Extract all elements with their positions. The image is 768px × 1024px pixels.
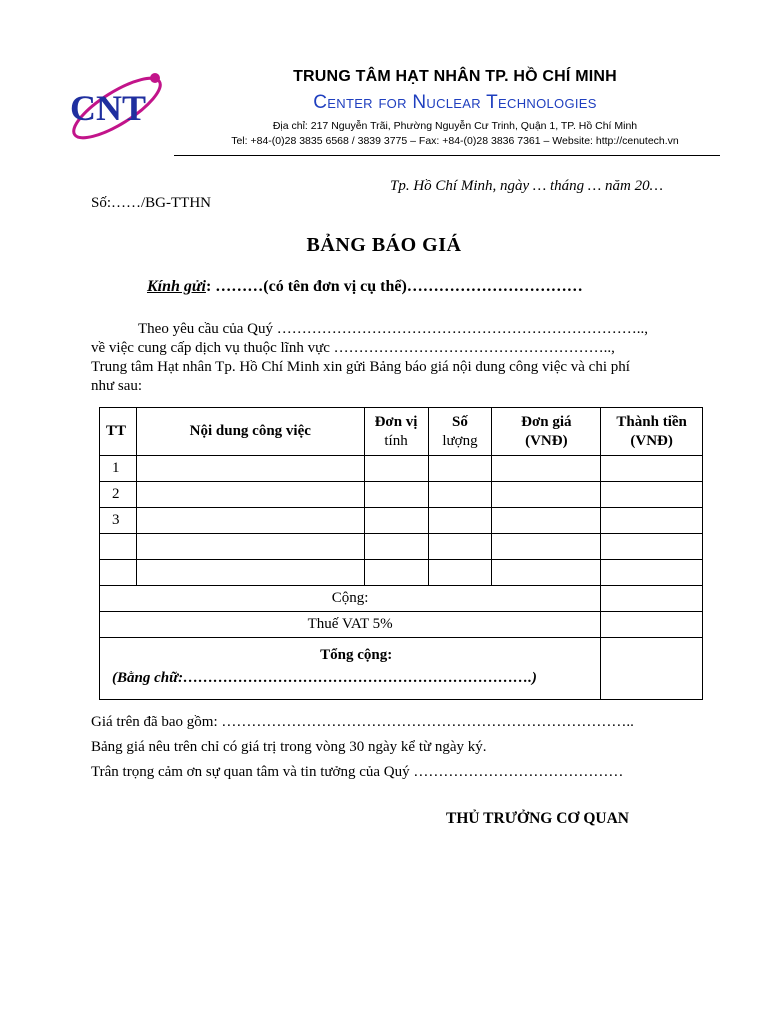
header-content: Nội dung công việc — [136, 408, 364, 456]
table-row — [100, 482, 703, 508]
cell-content — [136, 456, 364, 482]
intro-line-4: như sau: — [91, 378, 143, 394]
header-unit: Đơn vị tính — [364, 408, 428, 456]
intro-line-3: Trung tâm Hạt nhân Tp. Hồ Chí Minh xin gửi Bảng báo giá nội dung công việc và chi phí — [91, 359, 630, 375]
cell-amount — [601, 534, 703, 560]
document-title: BẢNG BÁO GIÁ — [306, 234, 462, 256]
cell-unit-price — [492, 456, 601, 482]
notes — [91, 714, 634, 789]
note-line-3: Trân trọng cảm ơn sự quan tâm và tin tưởng của Quý …………………………………… — [91, 764, 624, 780]
row-number — [100, 560, 137, 586]
cell-quantity — [428, 482, 492, 508]
org-address: Địa chỉ: 217 Nguyễn Trãi, Phường Nguyễn Cư Trinh, Quận 1, TP. Hồ Chí Minh — [272, 120, 638, 132]
cell-amount — [601, 508, 703, 534]
table-row — [100, 534, 703, 560]
cell-unit-price — [492, 560, 601, 586]
organization-header — [190, 68, 720, 147]
quote-table — [99, 407, 703, 700]
row-number: 1 — [100, 456, 137, 482]
cell-unit — [364, 456, 428, 482]
cell-unit-price — [492, 534, 601, 560]
vat-row — [100, 612, 703, 638]
table-row — [100, 508, 703, 534]
grand-total-value — [601, 638, 703, 700]
note-line-1: Giá trên đã bao gồm: ……………………………………………………………………….. — [91, 714, 634, 730]
cell-content — [136, 482, 364, 508]
header-unit-price: Đơn giá (VNĐ) — [492, 408, 601, 456]
cell-amount — [601, 560, 703, 586]
org-name-vn: TRUNG TÂM HẠT NHÂN TP. HỒ CHÍ MINH — [293, 68, 617, 85]
cell-quantity — [428, 534, 492, 560]
header-tt: TT — [100, 408, 137, 456]
cnt-logo — [62, 66, 172, 144]
intro-line-2: về việc cung cấp dịch vụ thuộc lĩnh vực ……………………………………………….., — [91, 340, 615, 356]
cell-unit — [364, 508, 428, 534]
cell-amount — [601, 482, 703, 508]
row-number: 3 — [100, 508, 137, 534]
cell-unit-price — [492, 508, 601, 534]
subtotal-value — [601, 586, 703, 612]
reference-number: Số:……/BG-TTHN — [91, 195, 211, 211]
recipient-label: Kính gửi — [147, 278, 206, 295]
subtotal-row — [100, 586, 703, 612]
row-number — [100, 534, 137, 560]
grand-total-cell — [100, 638, 601, 700]
cell-quantity — [428, 508, 492, 534]
logo-text: CNT — [70, 88, 147, 128]
signer-title: THỦ TRƯỞNG CƠ QUAN — [446, 810, 629, 827]
header-divider — [174, 155, 720, 156]
grand-total-row — [100, 638, 703, 700]
org-contact: Tel: +84-(0)28 3835 6568 / 3839 3775 – Fax: +84-(0)28 3836 7361 – Website: http://cenutech.vn — [231, 135, 679, 147]
org-name-en: Center for Nuclear Technologies — [313, 92, 597, 113]
subtotal-label: Cộng: — [100, 586, 601, 612]
cell-quantity — [428, 456, 492, 482]
recipient-line — [147, 278, 583, 296]
grand-total-label: Tổng cộng: — [320, 646, 393, 663]
vat-value — [601, 612, 703, 638]
table-row — [100, 456, 703, 482]
atom-orbit-logo-icon — [62, 66, 172, 144]
cell-unit — [364, 560, 428, 586]
amount-in-words: (Bằng chữ:…………………………………………………………….) — [112, 669, 537, 686]
cell-content — [136, 534, 364, 560]
cell-quantity — [428, 560, 492, 586]
cell-unit — [364, 482, 428, 508]
table-header-row — [100, 408, 703, 456]
header-amount: Thành tiền (VNĐ) — [601, 408, 703, 456]
row-number: 2 — [100, 482, 137, 508]
date-line: Tp. Hồ Chí Minh, ngày … tháng … năm 20… — [390, 178, 663, 194]
cell-amount — [601, 456, 703, 482]
cell-unit — [364, 534, 428, 560]
cell-content — [136, 508, 364, 534]
cell-unit-price — [492, 482, 601, 508]
vat-label: Thuế VAT 5% — [100, 612, 601, 638]
recipient-value: : ………(có tên đơn vị cụ thể)…………………………… — [205, 278, 583, 295]
header-quantity: Số lượng — [428, 408, 492, 456]
table-row — [100, 560, 703, 586]
cell-content — [136, 560, 364, 586]
intro-paragraph — [91, 320, 701, 396]
note-line-2: Bảng giá nêu trên chỉ có giá trị trong vòng 30 ngày kể từ ngày ký. — [91, 739, 487, 755]
intro-line-1: Theo yêu cầu của Quý ……………………………………………………………….., — [138, 321, 648, 337]
